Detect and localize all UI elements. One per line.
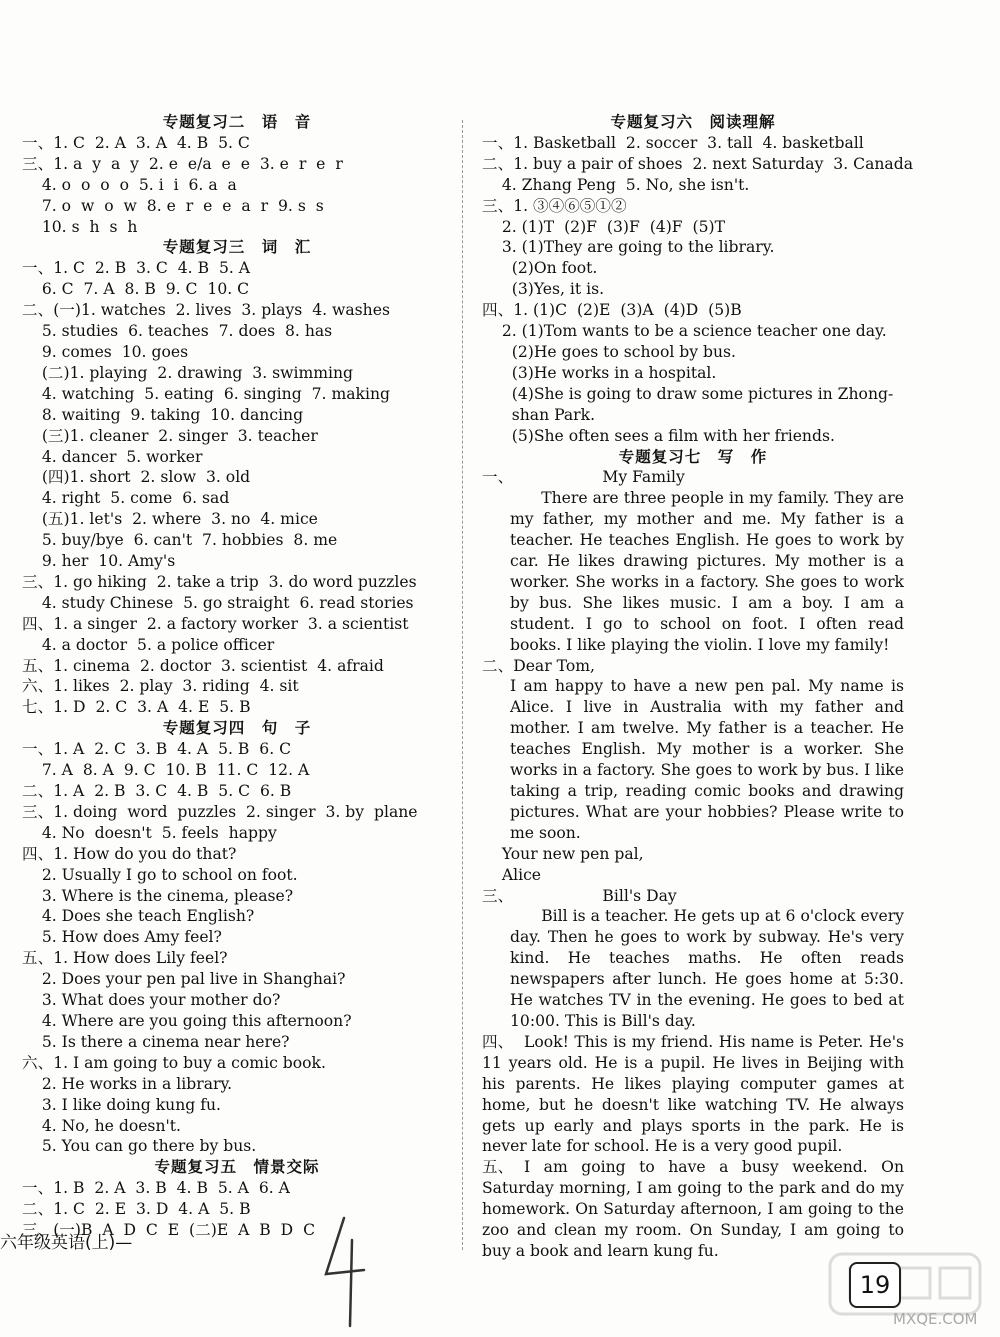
book-label: 六年级英语(上)— — [0, 1233, 133, 1253]
right-answer-line: (5)She often sees a film with her friends. — [482, 426, 835, 445]
left-answer-line: 4. right 5. come 6. sad — [22, 489, 230, 508]
left-answer-line: 三、(一)B A D C E (二)E A B D C — [22, 1221, 316, 1240]
left-answer-line: 三、1. go hiking 2. take a trip 3. do word puzzles — [22, 572, 417, 591]
left-answer-line: 4. No, he doesn't. — [22, 1116, 181, 1135]
right-letter-body: I am happy to have a new pen pal. My name is Alice. I live in Australia with my father and mother. I am twelve. My father is a teacher. He teaches English. My mother is a worker. She works in a factory. She goes to work by bus. I like taking a trip, reading comic books and drawing pictures. What are your hobbies? Please write to me soon. — [510, 677, 904, 842]
left-answer-line: 9. her 10. Amy's — [22, 552, 176, 571]
left-answer-line: 五、1. How does Lily feel? — [22, 949, 228, 968]
left-section-heading: 专题复习五 情景交际 — [154, 1158, 320, 1177]
right-section-heading: 专题复习七 写 作 — [618, 447, 768, 466]
right-answer-line: 2. (1)Tom wants to be a science teacher one day. — [482, 322, 887, 341]
question-number-label: 四、 — [482, 1032, 514, 1051]
left-answer-line: 4. Does she teach English? — [22, 907, 255, 926]
essay-text: Look! This is my friend. His name is Peter. He's 11 years old. He is a pupil. He lives in Beijing with his parents. He likes playing computer games at home, but he doesn't like watching TV. He always gets up early and plays sports in the park. He is never late for school. He is a very good pupil. — [482, 1032, 904, 1156]
left-answer-line: 三、1. a y a y 2. e e/a e e 3. e r e r — [22, 154, 343, 173]
right-answer-line: (3)He works in a hospital. — [482, 363, 717, 382]
left-answer-line: 六、1. likes 2. play 3. riding 4. sit — [22, 677, 299, 696]
left-answer-line: 四、1. How do you do that? — [22, 844, 237, 863]
right-essay-paragraph — [482, 1032, 904, 1157]
right-answer-line: shan Park. — [482, 405, 596, 424]
left-answer-line: 4. Where are you going this afternoon? — [22, 1011, 352, 1030]
left-answer-line: 5. buy/bye 6. can't 7. hobbies 8. me — [22, 531, 338, 550]
right-answer-line: (2)On foot. — [482, 259, 598, 278]
left-answer-line: 5. studies 6. teaches 7. does 8. has — [22, 322, 333, 341]
left-answer-line: 五、1. cinema 2. doctor 3. scientist 4. afraid — [22, 656, 384, 675]
left-answer-line: 3. I like doing kung fu. — [22, 1095, 221, 1114]
right-answer-line: 二、1. buy a pair of shoes 2. next Saturday 3. Canada — [482, 154, 913, 173]
left-answer-line: 2. Does your pen pal live in Shanghai? — [22, 970, 346, 989]
left-answer-line: 一、1. C 2. A 3. A 4. B 5. C — [22, 133, 250, 152]
right-essay-paragraph — [482, 1157, 904, 1262]
left-answer-line: 7. A 8. A 9. C 10. B 11. C 12. A — [22, 761, 310, 780]
right-essay-paragraph: There are three people in my family. They are my father, my mother and me. My father is a teacher. He teaches English. He goes to work by car. He likes drawing pictures. My mother is a worker. She works in a factory. She goes to work by bus. She likes music. I am a boy. I am a student. I go to school on foot. I often read books. I like playing the violin. I love my family! — [510, 489, 904, 654]
left-section-heading: 专题复习三 词 汇 — [162, 238, 312, 257]
left-answer-line: 7. o w o w 8. e r e e a r 9. s s — [22, 196, 324, 215]
right-answer-line: 4. Zhang Peng 5. No, she isn't. — [482, 175, 750, 194]
left-answer-line: 3. Where is the cinema, please? — [22, 886, 294, 905]
left-answer-line: 5. You can go there by bus. — [22, 1137, 257, 1156]
right-answer-line: (2)He goes to school by bus. — [482, 342, 737, 361]
left-answer-line: 2. He works in a library. — [22, 1074, 233, 1093]
left-answer-line: 4. study Chinese 5. go straight 6. read stories — [22, 593, 414, 612]
left-answer-line: (四)1. short 2. slow 3. old — [22, 468, 251, 487]
left-answer-line: 4. watching 5. eating 6. singing 7. making — [22, 384, 390, 403]
right-answer-line: (4)She is going to draw some pictures in Zhong- — [482, 384, 894, 403]
left-answer-line: 一、1. C 2. B 3. C 4. B 5. A — [22, 259, 251, 278]
left-answer-line: 六、1. I am going to buy a comic book. — [22, 1053, 326, 1072]
right-answer-line: 3. (1)They are going to the library. — [482, 238, 775, 257]
left-section-heading: 专题复习四 句 子 — [162, 719, 312, 738]
right-answer-line: 三、 Bill's Day — [482, 886, 677, 905]
right-answer-line: Alice — [482, 865, 542, 884]
right-section-heading: 专题复习六 阅读理解 — [610, 113, 776, 131]
column-divider — [462, 120, 463, 1250]
left-answer-line: (二)1. playing 2. drawing 3. swimming — [22, 363, 354, 382]
right-answer-line: 二、Dear Tom, — [482, 656, 595, 675]
left-answer-line: 四、1. a singer 2. a factory worker 3. a scientist — [22, 614, 409, 633]
right-answer-column — [482, 112, 913, 1262]
left-answer-line: 二、1. C 2. E 3. D 4. A 5. B — [22, 1200, 251, 1219]
left-answer-line: 一、1. B 2. A 3. B 4. B 5. A 6. A — [22, 1179, 290, 1198]
left-answer-line: 4. a doctor 5. a police officer — [22, 635, 275, 654]
left-answer-line: 4. dancer 5. worker — [22, 447, 203, 466]
left-answer-line: 9. comes 10. goes — [22, 342, 189, 361]
right-answer-line: (3)Yes, it is. — [482, 280, 605, 299]
left-answer-line: 二、1. A 2. B 3. C 4. B 5. C 6. B — [22, 782, 292, 800]
essay-text: I am going to have a busy weekend. On Saturday morning, I am going to the park and do my homework. On Saturday afternoon, I am going to the zoo and clean my room. On Sunday, I am going to buy a book and learn kung fu. — [482, 1158, 904, 1260]
right-essay-paragraph: Bill is a teacher. He gets up at 6 o'clock every day. Then he goes to work by subway. He's very kind. He teaches maths. He often reads newspapers after lunch. He goes home at 5:30. He watches TV in the evening. He goes to bed at 10:00. This is Bill's day. — [510, 907, 904, 1030]
right-answer-line: 一、 My Family — [482, 468, 685, 487]
left-section-heading: 专题复习二 语 音 — [162, 113, 312, 131]
left-answer-line: 3. What does your mother do? — [22, 991, 281, 1010]
left-answer-line: 10. s h s h — [22, 217, 138, 236]
left-answer-line: 5. How does Amy feel? — [22, 928, 222, 947]
watermark-url: MXQE.COM — [893, 1310, 978, 1328]
right-answer-line: 四、1. (1)C (2)E (3)A (4)D (5)B — [482, 301, 742, 320]
left-answer-line: 一、1. A 2. C 3. B 4. A 5. B 6. C — [22, 740, 292, 759]
right-answer-line: Your new pen pal, — [482, 844, 644, 863]
page-number: 19 — [849, 1262, 901, 1308]
left-answer-line: 6. C 7. A 8. B 9. C 10. C — [22, 280, 250, 299]
right-answer-line: 三、1. ③④⑥⑤①② — [482, 196, 627, 215]
right-answer-line: 2. (1)T (2)F (3)F (4)F (5)T — [482, 217, 726, 236]
left-answer-line: (五)1. let's 2. where 3. no 4. mice — [22, 510, 318, 529]
left-answer-line: 8. waiting 9. taking 10. dancing — [22, 405, 304, 424]
handwritten-mark — [320, 1210, 370, 1330]
left-answer-line: 4. No doesn't 5. feels happy — [22, 823, 277, 842]
left-answer-line: 三、1. doing word puzzles 2. singer 3. by plane — [22, 802, 418, 821]
left-answer-line: 七、1. D 2. C 3. A 4. E 5. B — [22, 698, 251, 717]
right-answer-line: 一、1. Basketball 2. soccer 3. tall 4. basketball — [482, 133, 864, 152]
left-answer-line: 5. Is there a cinema near here? — [22, 1032, 290, 1051]
left-answer-line: 4. o o o o 5. i i 6. a a — [22, 175, 237, 194]
left-answer-line: (三)1. cleaner 2. singer 3. teacher — [22, 426, 318, 445]
left-answer-line: 二、(一)1. watches 2. lives 3. plays 4. washes — [22, 301, 390, 320]
left-answer-line: 2. Usually I go to school on foot. — [22, 865, 298, 884]
question-number-label: 五、 — [482, 1158, 514, 1177]
left-answer-column — [22, 112, 452, 1241]
